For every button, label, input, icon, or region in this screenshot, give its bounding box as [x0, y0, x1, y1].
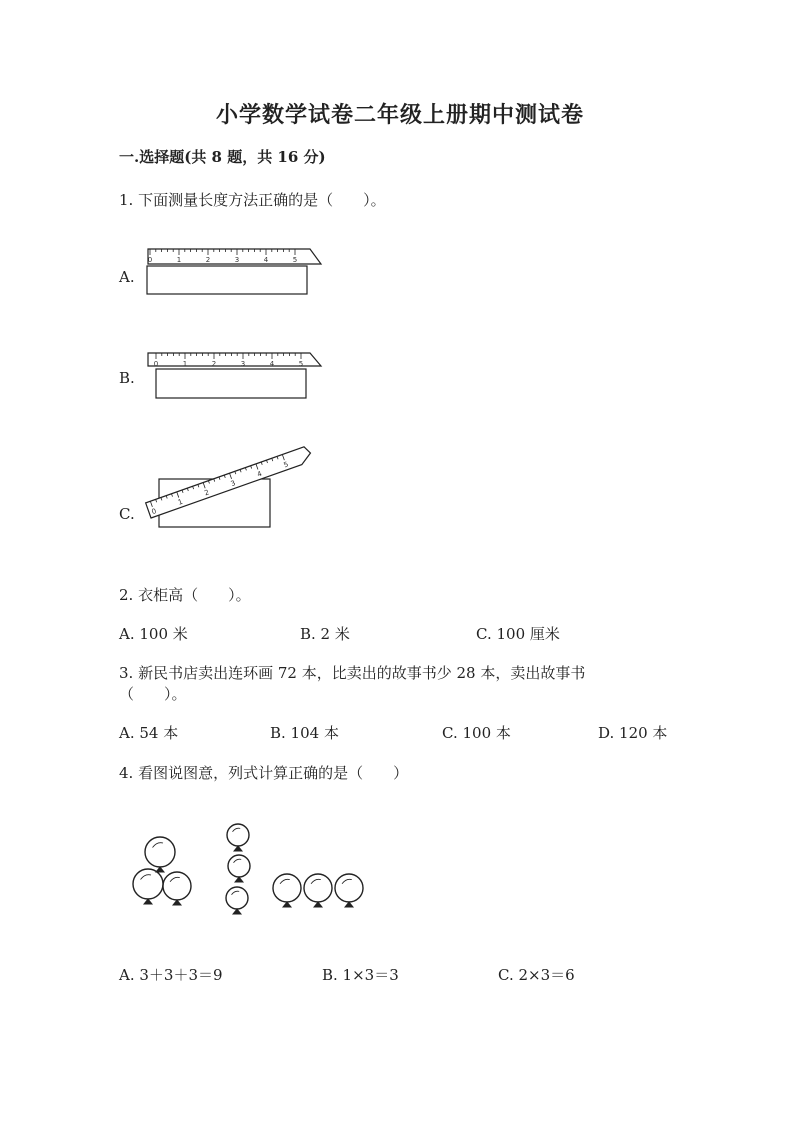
balloon — [273, 874, 301, 902]
ruler-tick-label: 4 — [263, 256, 269, 264]
balloon-knot — [234, 846, 242, 851]
balloon-knot — [283, 902, 291, 907]
q1-option-a-label: A. — [119, 268, 135, 286]
balloon — [226, 887, 248, 909]
ruler-tick-label: 0 — [147, 256, 153, 264]
q1-option-c-label: C. — [119, 505, 135, 523]
q2-option-c: C. 100 厘米 — [476, 625, 560, 643]
balloon-knot — [314, 902, 322, 907]
q3-option-c: C. 100 本 — [442, 724, 511, 742]
ruler-tick-label: 1 — [182, 360, 188, 368]
balloon-knot — [233, 909, 241, 914]
balloon-knot — [173, 900, 181, 905]
balloon — [335, 874, 363, 902]
q2-option-a: A. 100 米 — [119, 625, 188, 643]
q4-option-a: A. 3＋3＋3＝9 — [119, 966, 223, 984]
q1-option-b-label: B. — [119, 369, 135, 387]
balloon-highlight — [280, 879, 290, 883]
balloon-highlight — [233, 828, 241, 832]
balloon-knot — [144, 899, 152, 904]
question-3-line-2: （ ）。 — [119, 685, 187, 703]
section-heading: 一.选择题(共 8 题，共 16 分) — [119, 148, 326, 166]
q4-option-b: B. 1×3＝3 — [322, 966, 399, 984]
ruler-a — [148, 249, 321, 264]
page-title: 小学数学试卷二年级上册期中测试卷 — [215, 102, 584, 128]
measured-rectangle-a — [147, 266, 307, 294]
ruler-tick-label: 1 — [176, 256, 182, 264]
balloon-knot — [156, 867, 164, 872]
balloon-highlight — [342, 879, 352, 883]
ruler-tick-label: 5 — [292, 256, 298, 264]
q3-option-d: D. 120 本 — [598, 724, 668, 742]
q1-option-a-figure — [145, 246, 335, 296]
q3-option-b: B. 104 本 — [270, 724, 339, 742]
ruler-tick-label: 5 — [282, 460, 290, 470]
q4-option-c: C. 2×3＝6 — [498, 966, 575, 984]
ruler-tick-label: 2 — [203, 488, 211, 498]
ruler-tick-label: 3 — [229, 479, 237, 489]
ruler-tick-label: 5 — [298, 360, 304, 368]
balloon-highlight — [153, 843, 164, 848]
balloon — [145, 837, 175, 867]
ruler-c — [146, 446, 313, 518]
question-4: 4. 看图说图意，列式计算正确的是（ ） — [119, 764, 409, 782]
balloon-highlight — [170, 877, 180, 881]
balloon — [163, 872, 191, 900]
balloon-highlight — [141, 875, 152, 880]
q2-option-b: B. 2 米 — [300, 625, 350, 643]
ruler-tick-label: 3 — [234, 256, 240, 264]
balloon — [228, 855, 250, 877]
question-1: 1. 下面测量长度方法正确的是（ ）。 — [119, 191, 386, 209]
balloon — [227, 824, 249, 846]
q1-option-c-figure — [145, 455, 335, 535]
balloon-picture — [125, 822, 385, 922]
ruler-tick-label: 0 — [153, 360, 159, 368]
question-3-line-1: 3. 新民书店卖出连环画 72 本，比卖出的故事书少 28 本，卖出故事书 — [119, 664, 586, 682]
balloon-knot — [345, 902, 353, 907]
ruler-tick-label: 4 — [269, 360, 275, 368]
measured-rectangle-b — [156, 369, 306, 398]
balloon-highlight — [311, 879, 321, 883]
balloon — [133, 869, 163, 899]
balloon — [304, 874, 332, 902]
balloon-highlight — [232, 891, 240, 895]
ruler-tick-label: 3 — [240, 360, 246, 368]
question-2: 2. 衣柜高（ ）。 — [119, 586, 251, 604]
q1-option-b-figure — [145, 350, 335, 400]
ruler-tick-label: 2 — [211, 360, 217, 368]
ruler-tick-label: 4 — [256, 469, 264, 479]
q3-option-a: A. 54 本 — [119, 724, 179, 742]
ruler-tick-label: 0 — [150, 507, 158, 517]
ruler-tick-label: 2 — [205, 256, 211, 264]
ruler-tick-label: 1 — [176, 497, 184, 507]
balloon-highlight — [234, 859, 242, 863]
ruler-b — [148, 353, 321, 368]
balloon-knot — [235, 877, 243, 882]
